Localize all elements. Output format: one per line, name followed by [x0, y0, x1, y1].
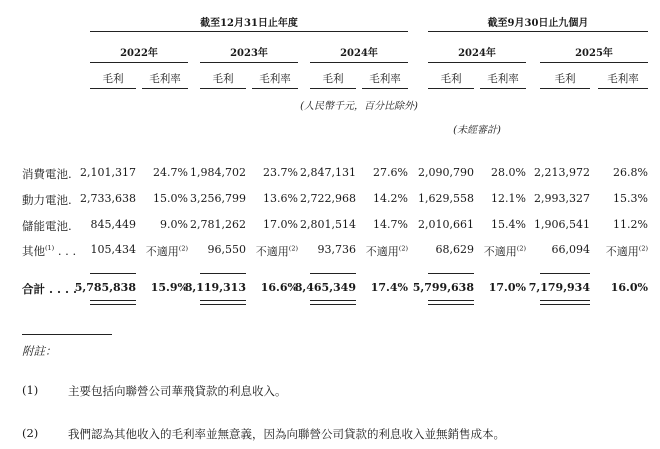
notes-divider — [22, 334, 112, 335]
total-double-rule — [310, 300, 356, 305]
year-2022-rule — [90, 62, 188, 63]
cell-value: 2,101,317 — [80, 166, 136, 179]
total-double-rule — [200, 300, 246, 305]
notes-title: 附註： — [22, 344, 57, 358]
cell-value: 11.2% — [613, 218, 648, 231]
footnote-ref: (2) — [638, 244, 648, 253]
total-cell: 7,179,934 — [528, 281, 590, 294]
row-label-text: 儲能電池. — [22, 219, 72, 233]
header-interim: 截至9月30日止九個月 — [487, 18, 589, 29]
table-cell — [578, 166, 648, 179]
unaudited-note: (未經審計) — [453, 125, 501, 136]
cell-value: 68,629 — [435, 243, 474, 256]
cell-value: 23.7% — [263, 166, 298, 179]
footnote-ref: (2) — [516, 244, 526, 253]
year-2023-rule — [200, 62, 298, 63]
cell-value: 24.7% — [153, 166, 188, 179]
col-gross-margin: 毛利率 — [369, 73, 401, 85]
total-cell: 8,465,349 — [294, 281, 356, 294]
total-label: 合計 . . . . — [22, 282, 78, 296]
total-double-rule — [540, 300, 590, 305]
total-double-rule — [428, 300, 474, 305]
row-label-text: 消費電池. — [22, 167, 72, 181]
table-cell — [578, 243, 648, 259]
table-cell — [578, 192, 648, 205]
table-cell — [578, 218, 648, 231]
cell-value: 12.1% — [491, 192, 526, 205]
total-cell: 15.9% — [150, 281, 188, 294]
subtotal-rule — [310, 273, 356, 274]
cell-value: 2,847,131 — [300, 166, 356, 179]
col-rule — [598, 88, 648, 89]
col-gross-margin: 毛利率 — [149, 73, 181, 85]
row-label-leader: . . . — [54, 244, 77, 258]
table-cell — [338, 218, 408, 231]
header-interim-rule — [428, 31, 648, 32]
cell-value: 2,781,262 — [190, 218, 246, 231]
table-cell — [338, 243, 408, 259]
note-text-1: 主要包括向聯營公司華飛貸款的利息收入。 — [68, 384, 287, 398]
col-gross-profit: 毛利 — [440, 73, 462, 85]
footnote-ref: (2) — [178, 244, 188, 253]
cell-value: 96,550 — [207, 243, 246, 256]
note-text-2: 我們認為其他收入的毛利率並無意義，因為向聯營公司貸款的利息收入並無銷售成本。 — [68, 427, 505, 441]
cell-value: 26.8% — [613, 166, 648, 179]
table-cell — [456, 192, 526, 205]
cell-value: 2,801,514 — [300, 218, 356, 231]
header-annual: 截至12月31日止年度 — [200, 18, 298, 29]
total-cell: 5,785,838 — [74, 281, 136, 294]
row-label — [22, 166, 72, 182]
total-cell: 17.0% — [488, 281, 526, 294]
cell-value: 14.7% — [373, 218, 408, 231]
col-rule — [480, 88, 526, 89]
footnote-ref: (2) — [398, 244, 408, 253]
header-annual-rule — [90, 31, 408, 32]
cell-value: 1,984,702 — [190, 166, 246, 179]
row-label — [22, 218, 72, 234]
col-rule — [310, 88, 356, 89]
col-gross-margin: 毛利率 — [259, 73, 291, 85]
year-2024-rule — [310, 62, 408, 63]
row-label-text: 動力電池. — [22, 193, 72, 207]
subtotal-rule — [200, 273, 246, 274]
cell-value: 15.3% — [613, 192, 648, 205]
subtotal-rule — [540, 273, 590, 274]
cell-value: 845,449 — [90, 218, 136, 231]
cell-value: 2,090,790 — [418, 166, 474, 179]
year-2022: 2022年 — [120, 48, 158, 59]
year-2025-interim: 2025年 — [575, 48, 613, 59]
total-cell: 8,119,313 — [184, 281, 246, 294]
col-gross-profit: 毛利 — [212, 73, 234, 85]
col-gross-margin: 毛利率 — [607, 73, 639, 85]
cell-value: 105,434 — [90, 243, 136, 256]
cell-value: 27.6% — [373, 166, 408, 179]
note-marker-2: (2) — [22, 426, 39, 440]
total-cell: 16.6% — [260, 281, 298, 294]
col-gross-profit: 毛利 — [102, 73, 124, 85]
subtotal-rule — [90, 273, 136, 274]
table-cell — [456, 218, 526, 231]
cell-value: 3,256,799 — [190, 192, 246, 205]
table-cell — [338, 192, 408, 205]
unit-note: (人民幣千元，百分比除外) — [300, 101, 418, 112]
cell-value: 2,722,968 — [300, 192, 356, 205]
cell-value: 不適用 — [145, 245, 179, 258]
row-label-text: 其他 — [22, 244, 45, 258]
col-rule — [90, 88, 136, 89]
year-2024: 2024年 — [340, 48, 378, 59]
cell-value: 不適用 — [255, 245, 289, 258]
footnote-ref: (1) — [45, 244, 55, 253]
table-cell — [456, 166, 526, 179]
col-gross-profit: 毛利 — [554, 73, 576, 85]
cell-value: 不適用 — [483, 245, 517, 258]
cell-value: 15.0% — [153, 192, 188, 205]
cell-value: 1,629,558 — [418, 192, 474, 205]
cell-value: 2,733,638 — [80, 192, 136, 205]
total-cell: 5,799,638 — [412, 281, 474, 294]
cell-value: 13.6% — [263, 192, 298, 205]
row-label — [22, 192, 72, 208]
table-cell — [456, 243, 526, 259]
cell-value: 2,213,972 — [534, 166, 590, 179]
cell-value: 28.0% — [491, 166, 526, 179]
col-rule — [200, 88, 246, 89]
cell-value: 66,094 — [551, 243, 590, 256]
year-2024-interim: 2024年 — [458, 48, 496, 59]
footnote-ref: (2) — [288, 244, 298, 253]
cell-value: 15.4% — [491, 218, 526, 231]
table-cell — [338, 166, 408, 179]
cell-value: 2,010,661 — [418, 218, 474, 231]
col-gross-margin: 毛利率 — [487, 73, 519, 85]
cell-value: 2,993,327 — [534, 192, 590, 205]
year-2024-interim-rule — [428, 62, 526, 63]
cell-value: 93,736 — [317, 243, 356, 256]
col-gross-profit: 毛利 — [322, 73, 344, 85]
col-rule — [362, 88, 408, 89]
total-cell: 16.0% — [610, 281, 648, 294]
subtotal-rule — [428, 273, 474, 274]
cell-value: 17.0% — [263, 218, 298, 231]
year-2025-interim-rule — [540, 62, 648, 63]
cell-value: 9.0% — [160, 218, 188, 231]
col-rule — [252, 88, 298, 89]
total-cell: 17.4% — [370, 281, 408, 294]
col-rule — [540, 88, 590, 89]
cell-value: 14.2% — [373, 192, 408, 205]
note-marker-1: (1) — [22, 383, 39, 397]
cell-value: 不適用 — [365, 245, 399, 258]
total-double-rule — [90, 300, 136, 305]
cell-value: 不適用 — [605, 245, 639, 258]
cell-value: 1,906,541 — [534, 218, 590, 231]
col-rule — [428, 88, 474, 89]
col-rule — [142, 88, 188, 89]
year-2023: 2023年 — [230, 48, 268, 59]
